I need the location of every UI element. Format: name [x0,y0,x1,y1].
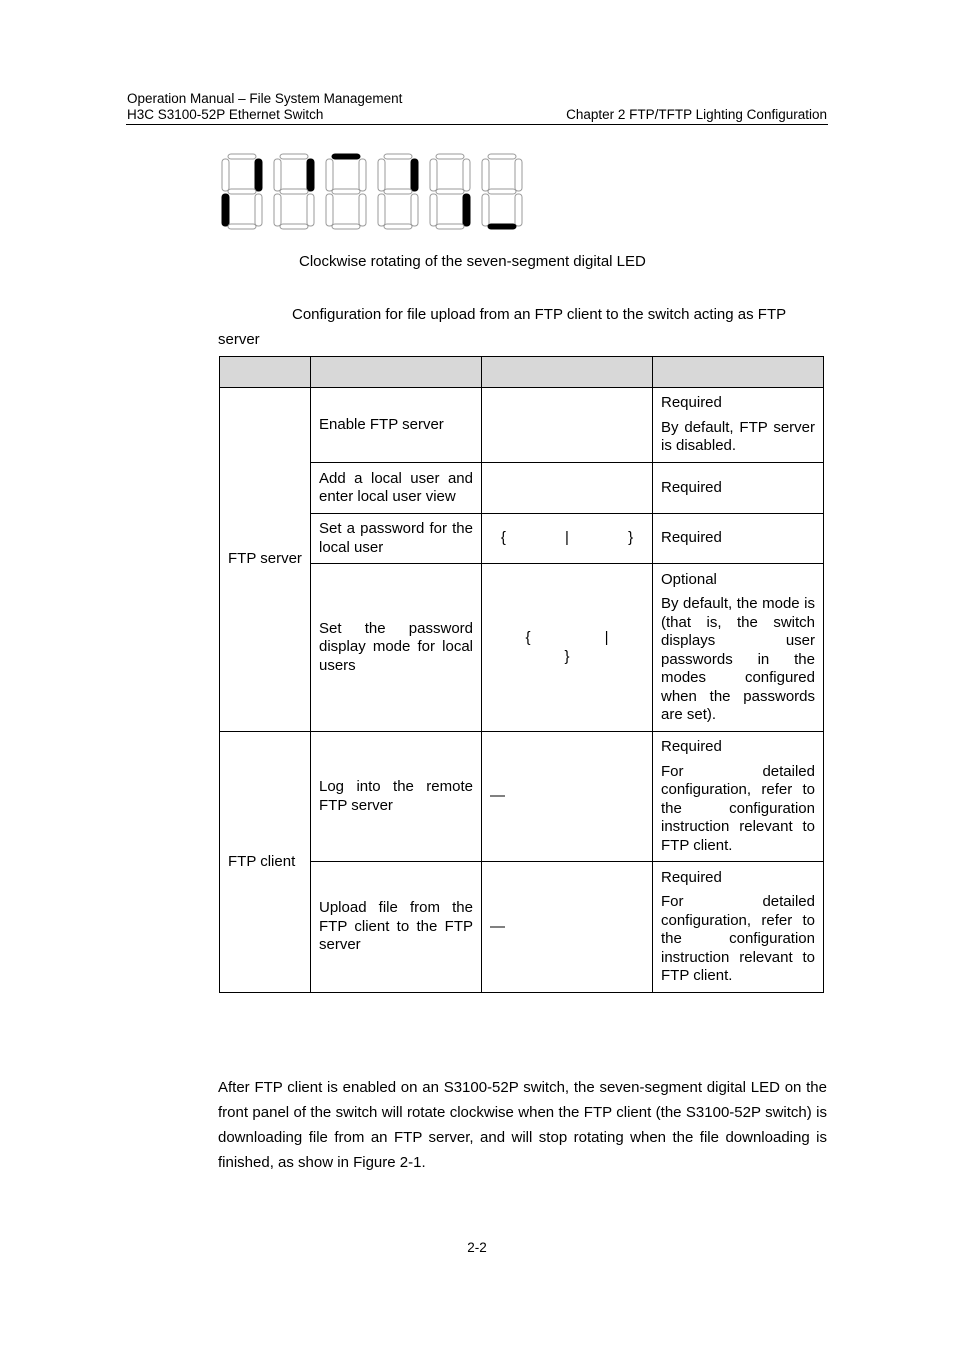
command-cell: — [482,862,653,993]
led-segment-b [463,159,470,191]
operation-cell: Set a password for the local user [311,514,482,564]
led-segment-a [488,154,516,159]
remark-main: Optional [661,570,717,588]
table-row [220,388,824,463]
led-segment-d [436,224,464,229]
led-segment-e [222,194,229,226]
operation-cell: Set the password display mode for local users [311,564,482,732]
command-cell: { | } [482,564,653,732]
led-segment-d [332,224,360,229]
header-cell-remarks [653,357,824,388]
led-segment-g [228,189,256,194]
header-cell-operation [311,357,482,388]
led-segment-g [332,189,360,194]
table-caption: Configuration for file upload from an FTP client to the switch acting as FTP server [218,306,786,348]
led-segment-e [430,194,437,226]
led-segment-a [280,154,308,159]
led-digit [378,154,418,229]
command-cell [482,388,653,463]
led-segment-c [307,194,314,226]
led-segment-a [332,154,360,159]
remark-main: Required [661,478,722,496]
table-row [220,564,824,732]
header-divider [126,124,828,125]
led-segment-f [222,159,229,191]
command-cell [482,463,653,514]
figure-caption: Clockwise rotating of the seven-segment digital LED [299,253,646,270]
led-segment-e [378,194,385,226]
led-digit [430,154,470,229]
remark-detail: By default, FTP server is disabled. [661,418,815,455]
led-segment-c [359,194,366,226]
remark-main: Required [661,529,722,547]
remark-main: Required [661,868,722,886]
header-manual-title: Operation Manual – File System Management [127,91,403,106]
led-segment-e [274,194,281,226]
led-segment-a [384,154,412,159]
remark-detail: By default, the mode is (that is, the switch displays user passwords in the modes configured when the passwords are set). [661,595,815,723]
header-chapter-title: Chapter 2 FTP/TFTP Lighting Configuration [566,107,827,122]
device-cell-ftp-client: FTP client [220,732,311,993]
led-segment-f [378,159,385,191]
remark-main: Required [661,394,722,412]
remarks-cell [653,388,824,463]
header-product-name: H3C S3100-52P Ethernet Switch [127,107,324,122]
led-segment-b [307,159,314,191]
table-header-row [220,357,824,388]
led-segment-a [228,154,256,159]
command-cell: { | } [482,514,653,564]
led-segment-e [326,194,333,226]
led-segment-d [280,224,308,229]
led-segment-b [359,159,366,191]
led-segment-d [228,224,256,229]
led-digit [222,154,262,229]
led-segment-b [255,159,262,191]
remarks-cell [653,514,824,564]
led-segment-f [430,159,437,191]
led-segment-c [411,194,418,226]
table-row [220,463,824,514]
led-segment-b [411,159,418,191]
led-segment-f [482,159,489,191]
header-cell-device [220,357,311,388]
device-cell-ftp-server: FTP server [220,388,311,732]
led-digit [274,154,314,229]
ftp-config-table [219,356,824,993]
led-digit [326,154,366,229]
led-segment-d [384,224,412,229]
led-segment-g [280,189,308,194]
command-cell: — [482,732,653,862]
operation-cell: Upload file from the FTP client to the FTP server [311,862,482,993]
remarks-cell [653,564,824,732]
table-row [220,862,824,993]
led-segment-d [488,224,516,229]
table-row [220,732,824,862]
led-segment-b [515,159,522,191]
led-segment-f [274,159,281,191]
led-digit [482,154,522,229]
led-segment-e [482,194,489,226]
led-segment-g [384,189,412,194]
remarks-cell [653,862,824,993]
led-segment-c [255,194,262,226]
remarks-cell [653,732,824,862]
table-row [220,514,824,564]
header-cell-command [482,357,653,388]
seven-segment-led-figure [216,150,526,232]
page-number: 2-2 [467,1240,487,1255]
remark-detail: For detailed configuration, refer to the configuration instruction relevant to FTP client. [661,893,815,984]
led-segment-a [436,154,464,159]
operation-cell: Log into the remote FTP server [311,732,482,862]
operation-cell: Enable FTP server [311,388,482,463]
led-segment-g [436,189,464,194]
led-segment-g [488,189,516,194]
led-segment-f [326,159,333,191]
led-segment-c [463,194,470,226]
remark-main: Required [661,738,722,755]
operation-cell: Add a local user and enter local user view [311,463,482,514]
remark-detail: For detailed configuration, refer to the configuration instruction relevant to FTP client. [661,762,815,854]
remarks-cell [653,463,824,514]
body-paragraph: After FTP client is enabled on an S3100-52P switch, the seven-segment digital LED on the front panel of the switch will rotate clockwise when the FTP client (the S3100-52P switch) is downloading file from an FTP server, and will stop rotating when the file downloading is finished, as show in Figure 2-1. [218,1079,827,1171]
led-segment-c [515,194,522,226]
